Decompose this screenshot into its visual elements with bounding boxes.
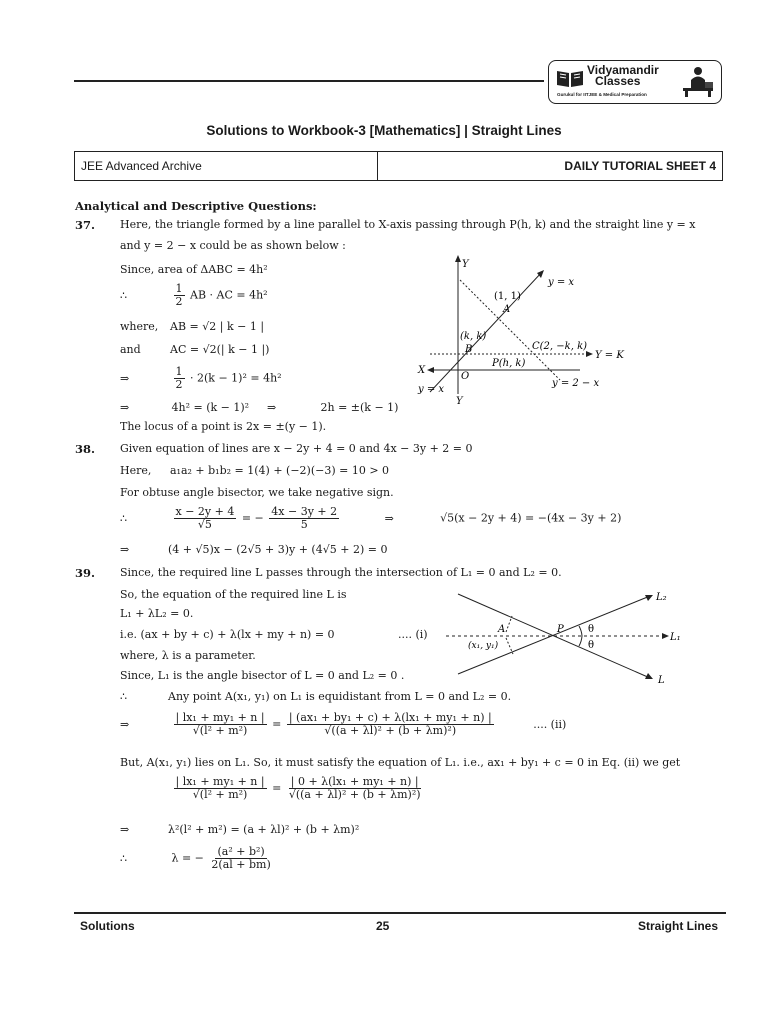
logo (548, 60, 722, 104)
q37-fig-x-left: X (418, 365, 426, 376)
q37-fig-c: C(2, −k, k) (532, 341, 588, 352)
q37-line-1: Here, the triangle formed by a line parallel to X-axis passing through P(h, k) and the straight line y = x (120, 218, 696, 231)
q37-line-6: and AC = √2(| k − 1 |) (120, 343, 270, 356)
q37-fig-a-coord: (1, 1) (494, 291, 521, 302)
q39-line-7: ∴ Any point A(x₁, y₁) on L₁ is equidistant from L = 0 and L₂ = 0. (120, 690, 512, 703)
header-box-right: DAILY TUTORIAL SHEET 4 (564, 159, 716, 173)
page-title: Solutions to Workbook-3 [Mathematics] | Straight Lines (206, 123, 562, 138)
question-number-37: 37. (75, 218, 96, 232)
q37-arrow-y-top (455, 255, 461, 262)
logo-tagline: Gurukul for IITJEE & Medical Preparation (557, 92, 647, 97)
q37-line-7: ⇒ $\frac{1}{2}$ · 2(k − 1)² = 4h² (120, 365, 282, 391)
q37-arrow-yk (586, 351, 593, 357)
q39-fig-a: A (498, 624, 506, 635)
q39-line-5: where, λ is a parameter. (120, 649, 256, 662)
q37-figure (410, 252, 640, 412)
q39-line-9: But, A(x₁, y₁) lies on L₁. So, it must satisfy the equation of L₁. i.e., ax₁ + by₁ + c = 0 in Eq. (ii) we get (120, 756, 681, 769)
q37-fig-yx-top: y = x (548, 277, 575, 288)
q37-line-2: and y = 2 − x could be as shown below : (120, 239, 346, 252)
student-at-desk-icon (679, 64, 717, 98)
q37-line-3: Since, area of ΔABC = 4h² (120, 263, 268, 276)
q39-line-2: So, the equation of the required line L is (120, 588, 347, 601)
q38-line-4: ∴ $\frac{x - 2y + 4}{√5}$ = − $\frac{4x - 3y + 2}{5}$ ⇒ √5(x − 2y + 4) = −(4x − 3y + 2) (120, 505, 622, 531)
footer-left: Solutions (80, 919, 135, 933)
q37-line-4: ∴ $\frac{1}{2}$ AB · AC = 4h² (120, 282, 268, 308)
section-heading: Analytical and Descriptive Questions: (75, 199, 317, 213)
q39-fig-l1: L₁ (670, 632, 681, 643)
q39-line-11: ⇒ λ²(l² + m²) = (a + λl)² + (b + λm)² (120, 823, 360, 836)
q37-fig-y-bot: Y (456, 396, 463, 407)
header-box-left: JEE Advanced Archive (75, 152, 378, 180)
q37-line-5: where, AB = √2 | k − 1 | (120, 320, 265, 333)
q37-line-9: The locus of a point is 2x = ±(y − 1). (120, 420, 327, 433)
q37-fig-b: B (465, 344, 473, 355)
q38-line-5: ⇒ (4 + √5)x − (2√5 + 3)y + (4√5 + 2) = 0 (120, 543, 388, 556)
q39-line-6: Since, L₁ is the angle bisector of L = 0 and L₂ = 0 . (120, 669, 405, 682)
q39-figure (440, 584, 690, 688)
q37-fig-a: A (503, 304, 511, 315)
q38-line-3: For obtuse angle bisector, we take negative sign. (120, 486, 394, 499)
q37-line-8: ⇒ 4h² = (k − 1)² ⇒ 2h = ±(k − 1) (120, 401, 399, 414)
footer-right: Straight Lines (637, 919, 718, 933)
footer-rule (74, 912, 726, 914)
q37-fig-b-coord: (k, k) (460, 331, 487, 342)
q39-fig-theta2: θ (588, 640, 595, 651)
question-number-38: 38. (75, 442, 96, 456)
q39-line-8: ⇒ $\frac{\text{| lx₁ + my₁ + n |}}{\text{√(l² + m²)}}$ = $\frac{\text{| (ax₁ + by₁ + c) + λ(lx₁ + my₁ + n) |}}{\text{√((a + λl)² + (b + λm)²)}}$ .... (ii) (120, 711, 567, 737)
q37-fig-y2x: y = 2 − x (552, 378, 600, 389)
header-box (74, 151, 723, 181)
q39-line-12: ∴ λ = − $\frac{\text{(a² + b²)}}{2(al + bm)}$ (120, 845, 271, 871)
question-number-39: 39. (75, 566, 96, 580)
q39-fig-theta1: θ (588, 624, 595, 635)
q37-fig-y-top: Y (462, 259, 469, 270)
q39-arrow-l1 (662, 633, 669, 639)
q39-angle-arc-top (579, 626, 582, 636)
q39-line-10: $\frac{\text{| lx₁ + my₁ + n |}}{\text{√(l² + m²)}}$ = $\frac{\text{| 0 + λ(lx₁ + my₁ + n) |}}{\text{√((a + λl)² + (b + λm)²)}}$ (175, 775, 421, 801)
q38-line-2: Here, a₁a₂ + b₁b₂ = 1(4) + (−2)(−3) = 10 > 0 (120, 464, 390, 477)
q39-fig-l: L (658, 675, 665, 686)
q39-angle-arc-bot (579, 636, 582, 646)
q39-line-1: Since, the required line L passes through the intersection of L₁ = 0 and L₂ = 0. (120, 566, 562, 579)
q39-fig-p: P (557, 624, 564, 635)
q37-fig-p: P(h, k) (492, 358, 526, 369)
q39-line-3: L₁ + λL₂ = 0. (120, 607, 194, 620)
q37-arrow-x-left (427, 367, 434, 373)
q39-fig-pt: (x₁, y₁) (468, 641, 499, 651)
header-rule (74, 80, 544, 82)
q39-fig-l2: L₂ (656, 592, 667, 603)
q37-fig-origin: O (461, 371, 470, 382)
q39-line-l2 (458, 596, 650, 674)
q37-fig-yk: Y = K (595, 350, 624, 361)
q38-line-1: Given equation of lines are x − 2y + 4 = 0 and 4x − 3y + 2 = 0 (120, 442, 473, 455)
q39-perp-1 (506, 616, 512, 632)
q39-line-4: i.e. (ax + by + c) + λ(lx + my + n) = 0 .... (i) (120, 628, 428, 641)
logo-name: Vidyamandir Classes (587, 63, 659, 88)
footer-page-number: 25 (376, 919, 390, 933)
q37-fig-yx-bot: y = x (418, 384, 445, 395)
book-icon (555, 67, 585, 89)
